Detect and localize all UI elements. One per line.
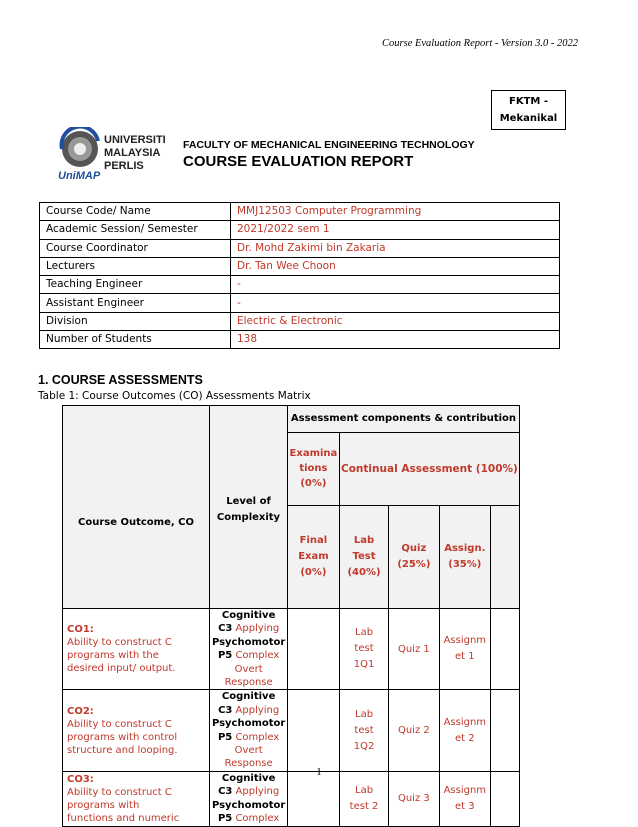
final-exam-cell	[288, 609, 340, 690]
department-line-1: FKTM -	[509, 96, 548, 107]
empty-cell	[491, 771, 520, 826]
co-cell: CO2: Ability to construct C programs with control structure and looping.	[63, 690, 210, 771]
info-value: -	[231, 276, 560, 294]
info-label: Lecturers	[40, 257, 231, 275]
header-continual-assessment: Continual Assessment (100%)	[339, 432, 519, 505]
info-row	[40, 276, 560, 294]
info-row	[40, 294, 560, 312]
page-number: 1	[316, 766, 322, 778]
assignment-cell: Assignm et 1	[439, 609, 491, 690]
header-examinations: Examina tions (0%)	[288, 432, 340, 505]
assignment-cell: Assignm et 2	[439, 690, 491, 771]
table-caption: Table 1: Course Outcomes (CO) Assessments Matrix	[38, 390, 311, 402]
info-value: Electric & Electronic	[231, 312, 560, 330]
info-label: Assistant Engineer	[40, 294, 231, 312]
final-exam-cell	[288, 690, 340, 771]
info-row	[40, 221, 560, 239]
header-level-2: Complexity	[216, 512, 281, 523]
lab-test-cell: Lab test 1Q1	[339, 609, 388, 690]
header-co-level	[63, 406, 288, 609]
info-value: MMJ12503 Computer Programming	[231, 203, 560, 221]
lab-test-cell: Lab test 2	[339, 771, 388, 826]
logo-line-1: UNIVERSITI	[104, 134, 166, 146]
info-row	[40, 312, 560, 330]
empty-cell	[491, 690, 520, 771]
lab-test-cell: Lab test 1Q2	[339, 690, 388, 771]
header-quiz: Quiz (25%)	[389, 505, 439, 608]
header-empty-cell	[491, 505, 520, 608]
header-level-1: Level of	[226, 496, 271, 507]
info-value: Dr. Tan Wee Choon	[231, 257, 560, 275]
info-label: Number of Students	[40, 331, 231, 349]
header-lab-test: Lab Test (40%)	[339, 505, 388, 608]
info-row	[40, 331, 560, 349]
co-assessment-matrix	[62, 405, 520, 827]
info-label: Teaching Engineer	[40, 276, 231, 294]
level-cell: Cognitive C3 Applying Psychomotor P5 Complex Overt Response	[210, 690, 288, 771]
info-value: 2021/2022 sem 1	[231, 221, 560, 239]
logo-line-3: PERLIS	[104, 160, 144, 172]
info-value: Dr. Mohd Zakimi bin Zakaria	[231, 239, 560, 257]
quiz-cell: Quiz 2	[389, 690, 439, 771]
report-title: COURSE EVALUATION REPORT	[183, 153, 414, 170]
final-exam-cell	[288, 771, 340, 826]
header-final-exam: Final Exam (0%)	[288, 505, 340, 608]
header-assessment-components: Assessment components & contribution	[288, 406, 520, 433]
quiz-cell: Quiz 1	[389, 609, 439, 690]
table-row	[63, 690, 520, 771]
table-row	[63, 609, 520, 690]
quiz-cell: Quiz 3	[389, 771, 439, 826]
department-line-2: Mekanikal	[499, 113, 558, 124]
header-note: Course Evaluation Report - Version 3.0 - 2022	[382, 38, 578, 49]
info-row	[40, 257, 560, 275]
section-title: 1. COURSE ASSESSMENTS	[38, 373, 203, 387]
university-logo	[56, 127, 174, 183]
table-row	[63, 771, 520, 826]
level-cell: Cognitive C3 Applying Psychomotor P5 Complex	[210, 771, 288, 826]
logo-line-2: MALAYSIA	[104, 147, 161, 159]
header-course-outcome: Course Outcome, CO	[78, 516, 194, 528]
info-label: Division	[40, 312, 231, 330]
info-label: Academic Session/ Semester	[40, 221, 231, 239]
info-label: Course Coordinator	[40, 239, 231, 257]
info-row	[40, 203, 560, 221]
faculty-name: FACULTY OF MECHANICAL ENGINEERING TECHNOLOGY	[183, 139, 475, 151]
info-label: Course Code/ Name	[40, 203, 231, 221]
co-cell: CO1: Ability to construct C programs with the desired input/ output.	[63, 609, 210, 690]
assignment-cell: Assignm et 3	[439, 771, 491, 826]
co-cell: CO3: Ability to construct C programs with functions and numeric	[63, 771, 210, 826]
empty-cell	[491, 609, 520, 690]
header-assignment: Assign. (35%)	[439, 505, 491, 608]
logo-subtext: UniMAP	[58, 170, 101, 182]
level-cell: Cognitive C3 Applying Psychomotor P5 Complex Overt Response	[210, 609, 288, 690]
info-value: -	[231, 294, 560, 312]
course-info-table	[39, 202, 560, 349]
info-value: 138	[231, 331, 560, 349]
department-box	[491, 90, 566, 130]
info-row	[40, 239, 560, 257]
